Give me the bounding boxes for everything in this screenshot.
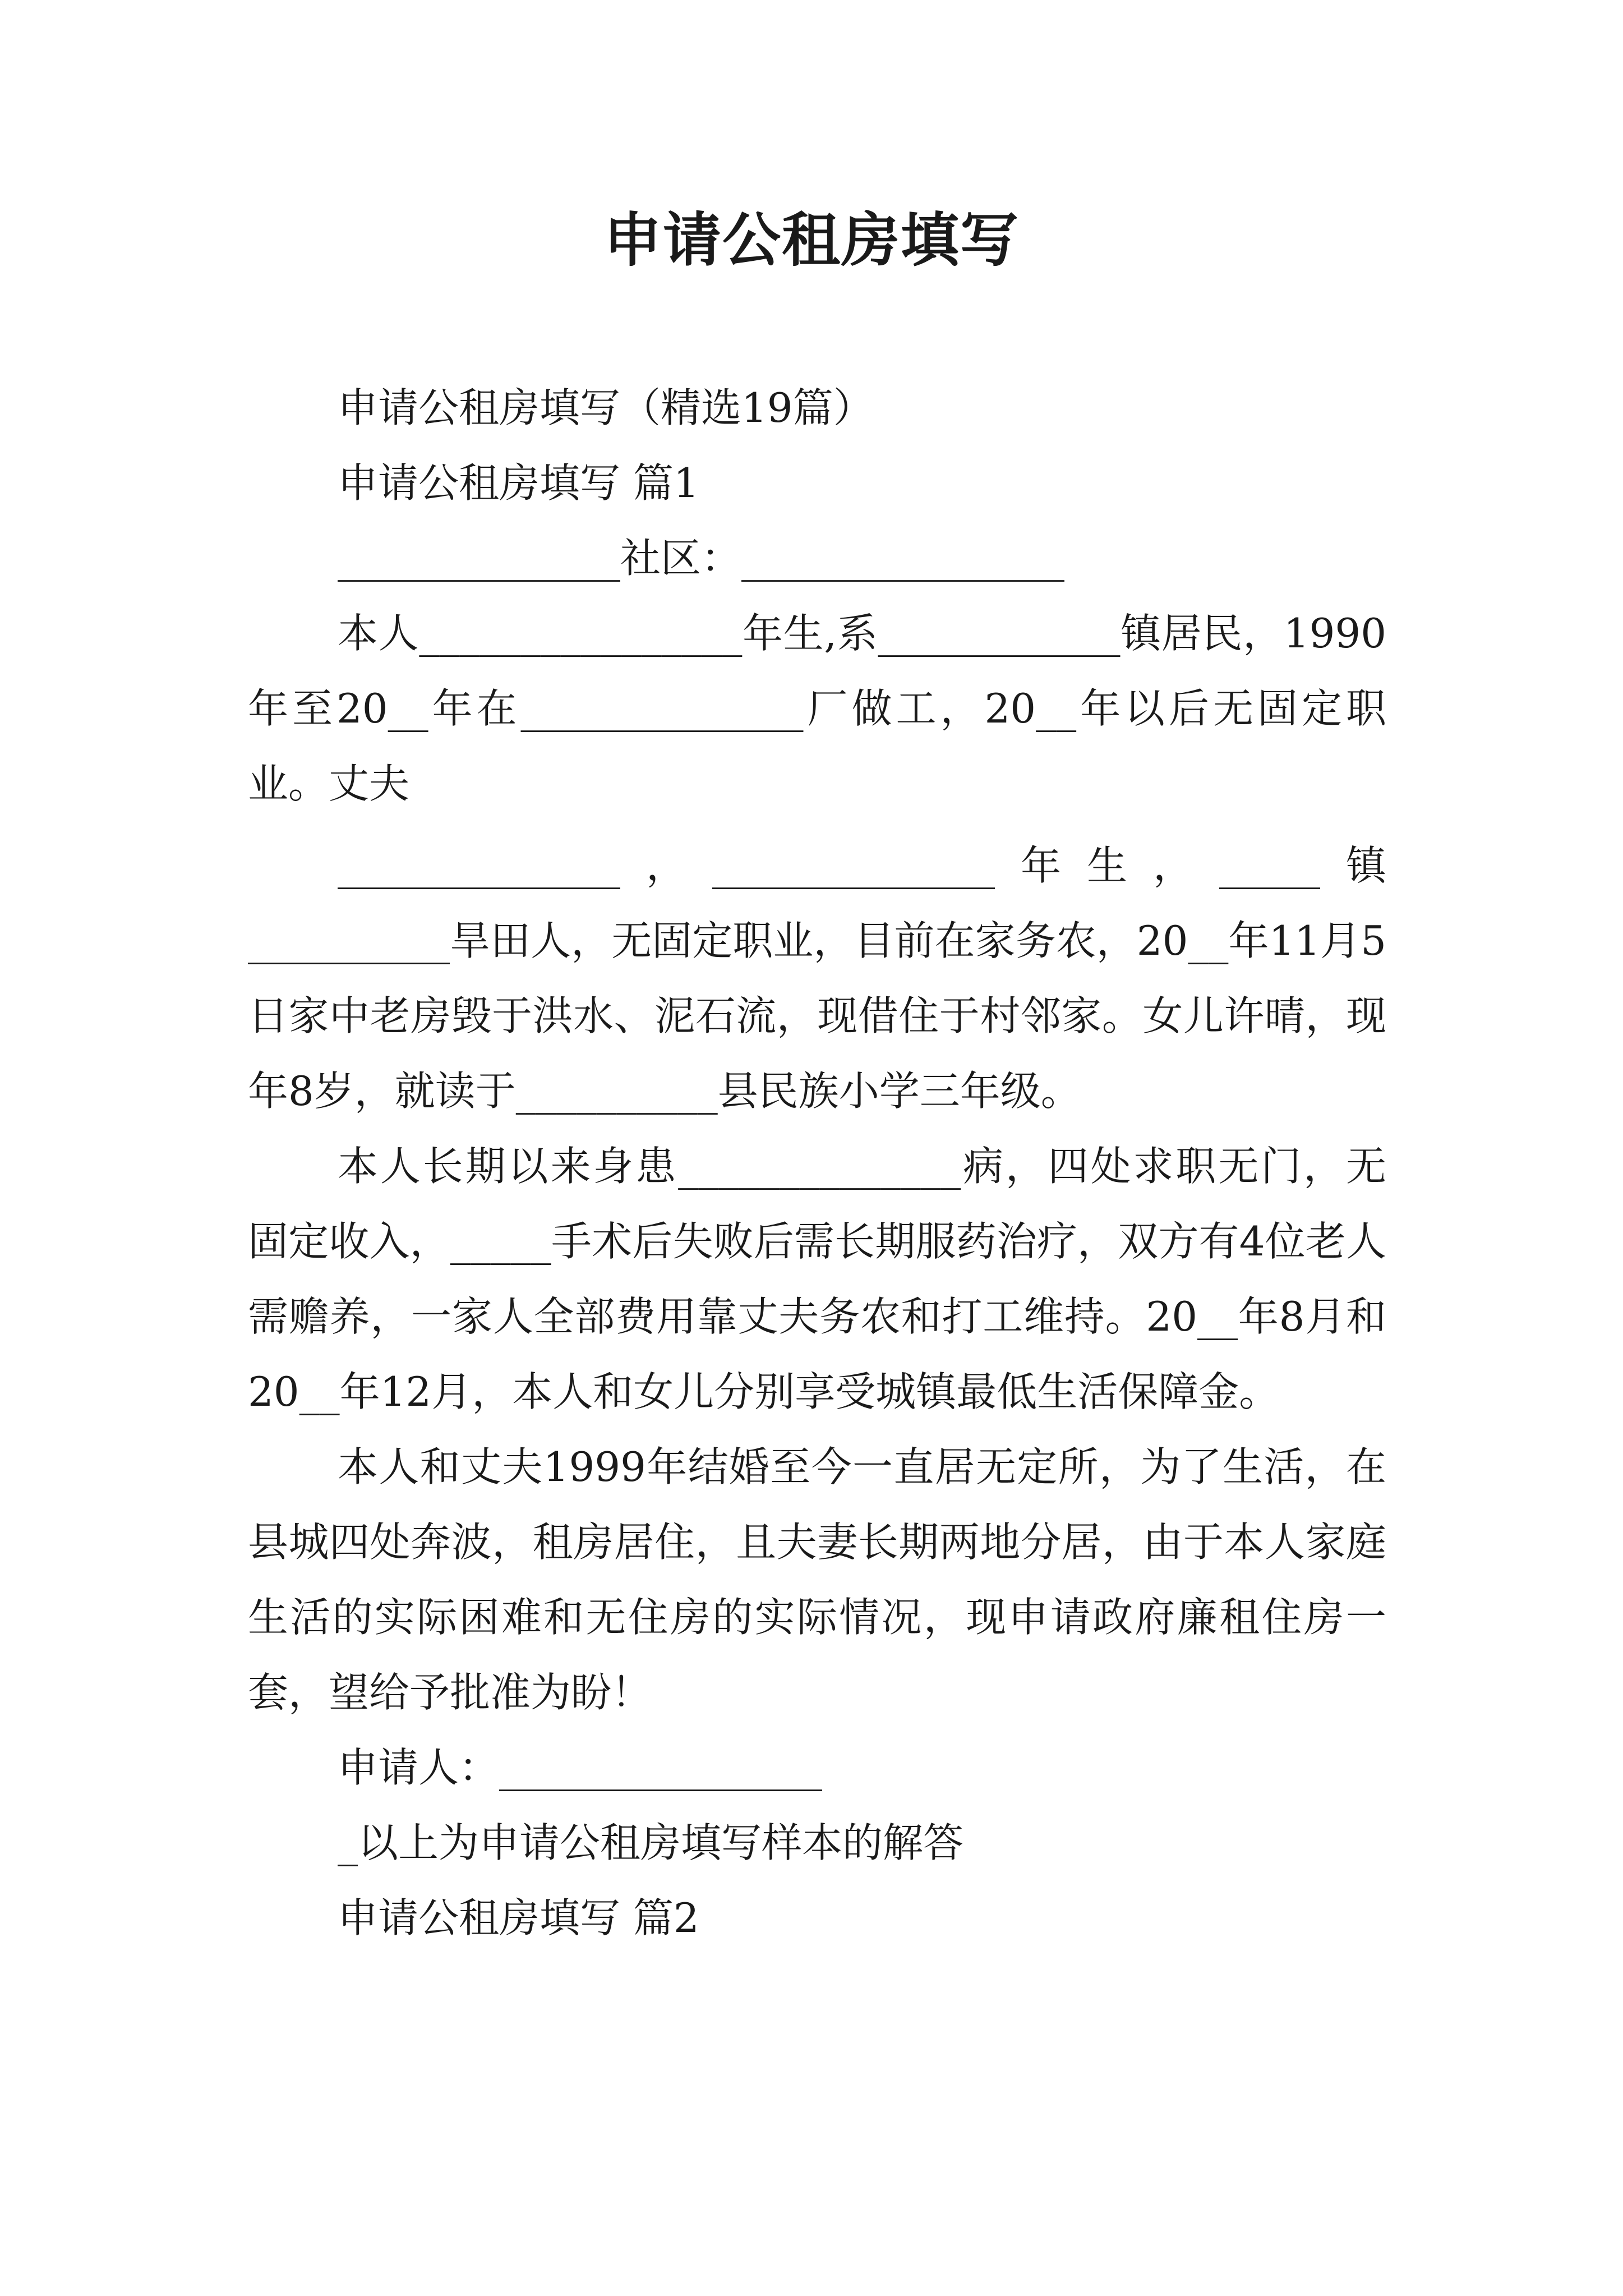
applicant-signature-line: 申请人：________________: [338, 1744, 823, 1791]
body-paragraph-request: 本人和丈夫1999年结婚至今一直居无定所，为了生活，在县城四处奔波，租房居住，且夫妻长期两地分居，由于本人家庭生活的实际困难和无住房的实际情况，现申请政府廉租住房一套，望给予批准为盼！: [248, 1443, 1386, 1716]
body-paragraph-applicant-info: 本人________________年生,系____________镇居民，1990年至20__年在______________厂做工，20__年以后无固定职业。丈夫: [248, 610, 1386, 807]
sample-note: _以上为申请公租房填写样本的解答: [338, 1819, 964, 1866]
document-body: [248, 370, 1386, 1955]
body-paragraph-hardship: 本人长期以来身患______________病，四处求职无门，无固定收入，_____手术后失败后需长期服药治疗，双方有4位老人需赡养，一家人全部费用靠丈夫务农和打工维持。20__年8月和20__年12月，本人和女儿分别享受城镇最低生活保障金。: [248, 1143, 1386, 1415]
section-heading-1: 申请公租房填写 篇1: [338, 459, 699, 507]
community-line: ______________社区：________________: [338, 535, 1065, 582]
document-title: 申请公租房填写: [603, 206, 1020, 274]
section-heading-2: 申请公租房填写 篇2: [338, 1894, 699, 1941]
body-paragraph-husband-info: ______________，______________年生，_____镇__________旱田人，无固定职业，目前在家务农，20__年11月5日家中老房毁于洪水、泥石流，现借住于村邻家。女儿许晴，现年8岁，就读于__________县民族小学三年级。: [248, 842, 1386, 1115]
subtitle-paragraph: 申请公租房填写（精选19篇）: [338, 384, 874, 431]
